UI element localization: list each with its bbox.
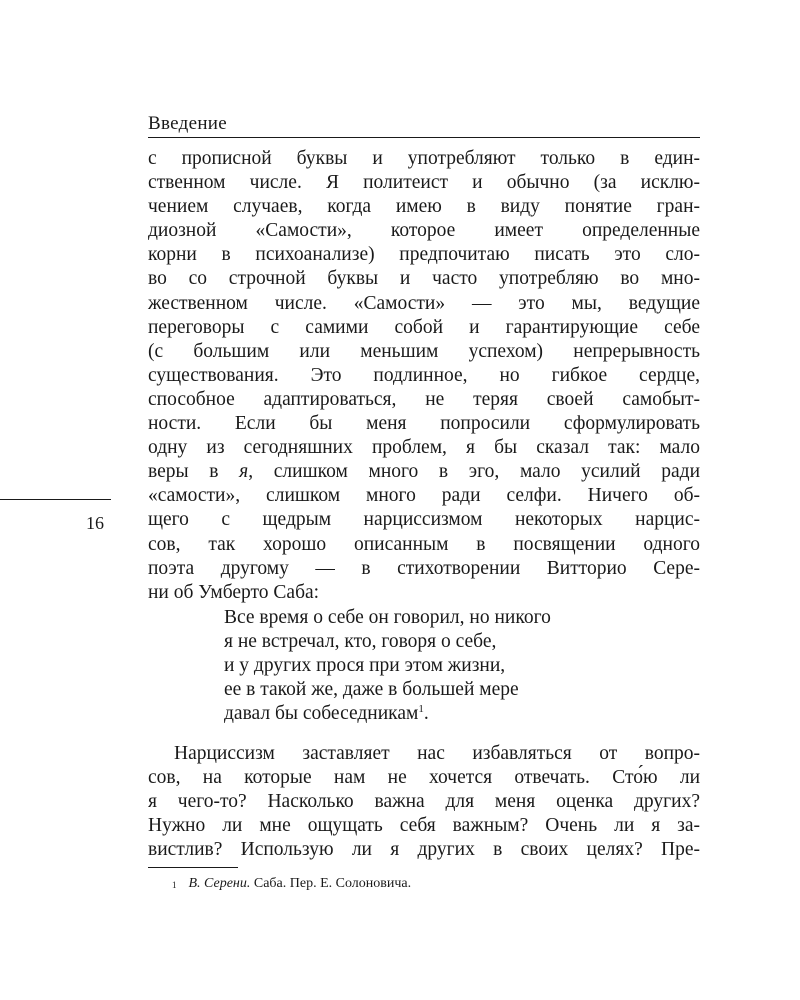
footnote <box>172 874 692 894</box>
verse-text: давал бы собеседникам <box>224 703 419 725</box>
text-line: Нарциссизм заставляет нас избавляться от вопро- <box>174 743 700 764</box>
verse-line <box>224 702 684 726</box>
body-paragraph <box>148 147 700 605</box>
header-rule <box>148 137 700 138</box>
text-line: ности. Если бы меня попросили сформулировать <box>148 413 700 435</box>
page-number: 16 <box>86 513 104 533</box>
verse-line: и у других прося при этом жизни, <box>224 655 506 677</box>
margin-rule <box>0 499 111 500</box>
text-line: ни об Умберто Саба: <box>148 581 320 603</box>
text-line: ственном числе. Я политеист и обычно (за исклю- <box>148 172 700 194</box>
running-head: Введение <box>148 113 227 134</box>
verse-line: я не встречал, кто, говоря о себе, <box>224 631 497 653</box>
text-line: во со строчной буквы и часто употребляю во мно- <box>148 268 700 290</box>
text-line: «самости», слишком много ради селфи. Ничего об- <box>148 485 700 507</box>
text-run: веры в <box>148 461 219 483</box>
text-line: переговоры с самими собой и гарантирующие себе <box>148 316 700 338</box>
text-line: одну из сегодняшних проблем, я бы сказал так: мало <box>148 437 700 459</box>
footnote-reference[interactable]: 1 <box>418 703 424 716</box>
text-line: жественном числе. «Самости» — это мы, ведущие <box>148 292 700 314</box>
text-line: поэта другому — в стихотворении Витторио Сере- <box>148 557 700 579</box>
text-line: чением случаев, когда имею в виду понятие гран- <box>148 196 700 218</box>
footnote-text: Саба. Пер. Е. Солоновича. <box>250 876 412 891</box>
text-line: вистлив? Использую ли я других в своих целях? Пре- <box>148 839 700 861</box>
text-line: корни в психоанализе) предпочитаю писать это сло- <box>148 244 700 266</box>
verse-quote <box>224 606 684 726</box>
text-line: щего с щедрым нарциссизмом некоторых нарцис- <box>148 509 700 531</box>
text-line <box>148 460 700 484</box>
footnote-rule <box>148 867 238 868</box>
text-line: (с большим или меньшим успехом) непрерывность <box>148 340 700 362</box>
text-line: диозной «Самости», которое имеет определенные <box>148 220 700 242</box>
verse-line: ее в такой же, даже в большей мере <box>224 679 519 701</box>
footnote-mark: 1 <box>172 880 177 890</box>
text-line: с прописной буквы и употребляют только в един- <box>148 148 700 169</box>
text-line: я чего-то? Насколько важна для меня оценка других? <box>148 791 700 813</box>
text-run: , слишком много в эго, мало усилий ради <box>248 461 701 483</box>
verse-end-punct: . <box>423 703 429 725</box>
text-line: Нужно ли мне ощущать себя важным? Очень ли я за- <box>148 815 700 837</box>
body-paragraph-2 <box>148 742 700 862</box>
italic-word: я <box>239 461 249 483</box>
text-line: сов, так хорошо описанным в посвящении одного <box>148 533 700 555</box>
verse-line: Все время о себе он говорил, но никого <box>224 607 551 628</box>
footnote-author: В. Серени. <box>188 876 251 891</box>
text-line: способное адаптироваться, не теряя своей самобыт- <box>148 388 700 410</box>
text-line: существования. Это подлинное, но гибкое сердце, <box>148 364 700 386</box>
text-line: сов, на которые нам не хочется отвечать. Сто́ю ли <box>148 767 700 789</box>
